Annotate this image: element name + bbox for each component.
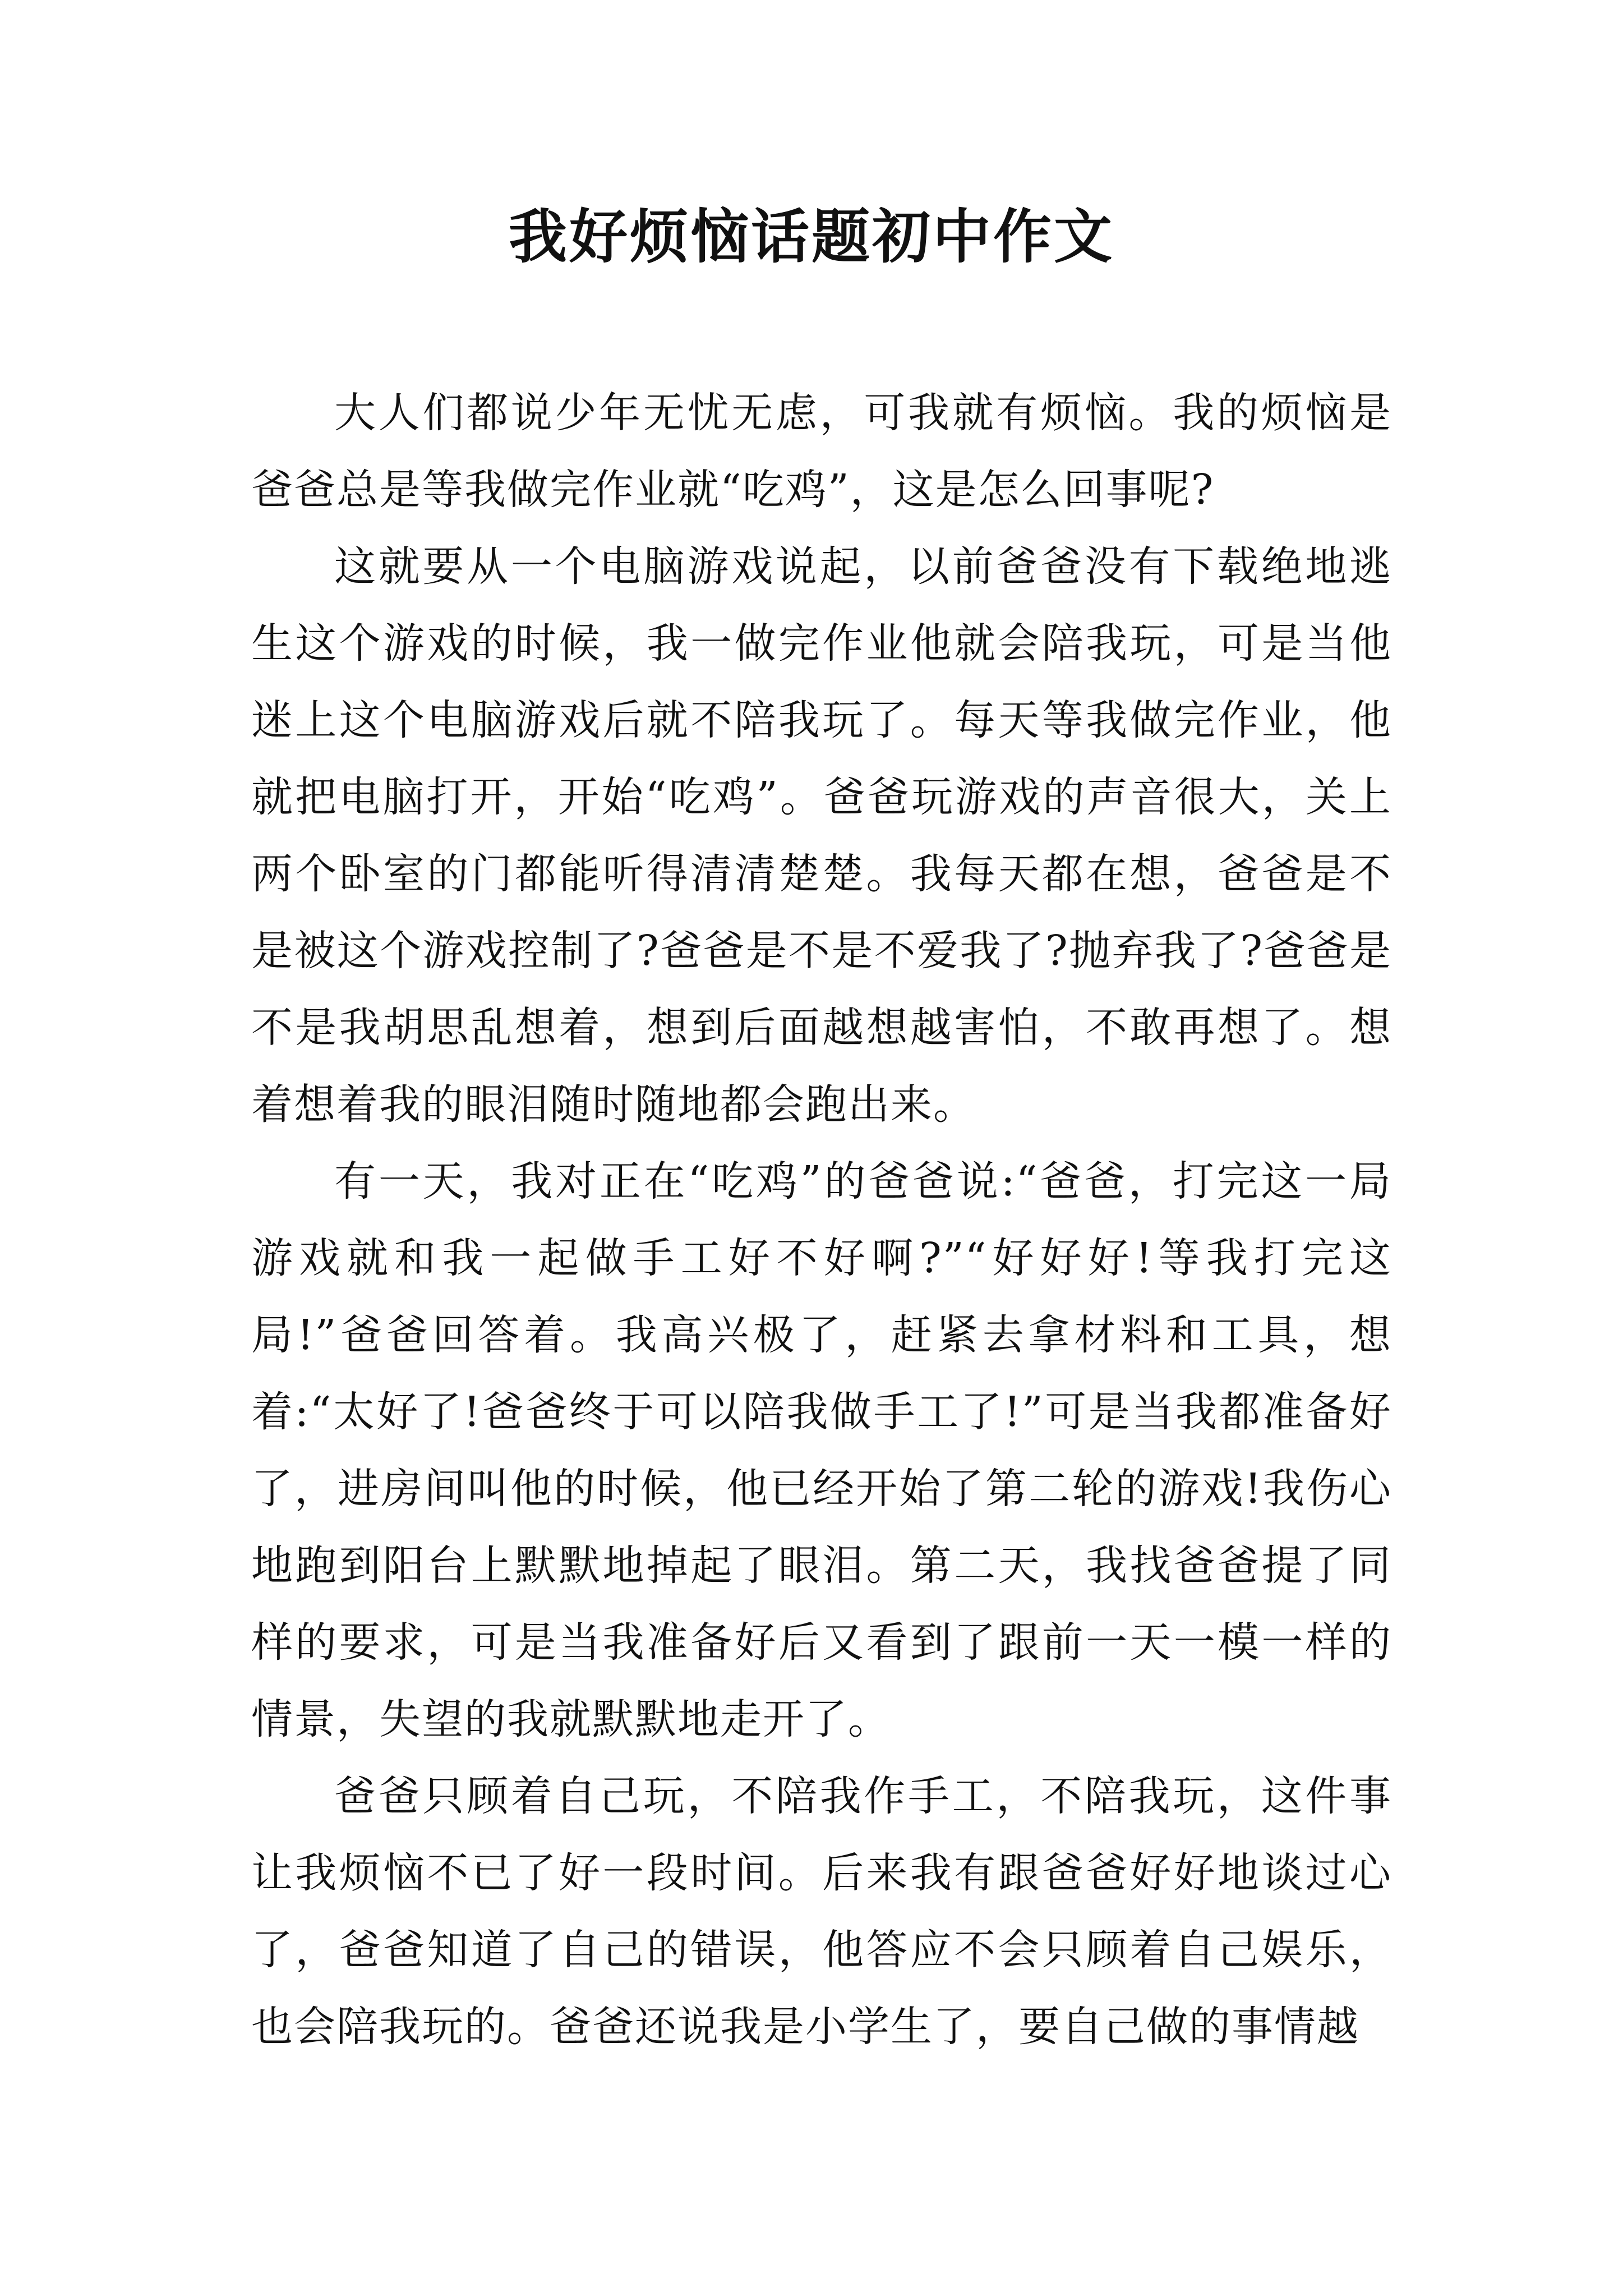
paragraph: 大人们都说少年无忧无虑，可我就有烦恼。我的烦恼是爸爸总是等我做完作业就“吃鸡”，这是怎么回事呢? [251, 389, 1392, 514]
essay-body [251, 375, 1392, 2065]
document-title: 我好烦恼话题初中作文 [508, 202, 1114, 271]
paragraph: 有一天，我对正在“吃鸡”的爸爸说:“爸爸，打完这一局游戏就和我一起做手工好不好啊?”“好好好!等我打完这局!”爸爸回答着。我高兴极了，赶紧去拿材料和工具，想着:“太好了!爸爸终于可以陪我做手工了!”可是当我都准备好了，进房间叫他的时候，他已经开始了第二轮的游戏!我伤心地跑到阳台上默默地掉起了眼泪。第二天，我找爸爸提了同样的要求，可是当我准备好后又看到了跟前一天一模一样的情景，失望的我就默默地走开了。 [251, 1157, 1392, 1743]
paragraph: 这就要从一个电脑游戏说起，以前爸爸没有下载绝地逃生这个游戏的时候，我一做完作业他就会陪我玩，可是当他迷上这个电脑游戏后就不陪我玩了。每天等我做完作业，他就把电脑打开，开始“吃鸡”。爸爸玩游戏的声音很大，关上两个卧室的门都能听得清清楚楚。我每天都在想，爸爸是不是被这个游戏控制了?爸爸是不是不爱我了?抛弃我了?爸爸是不是我胡思乱想着，想到后面越想越害怕，不敢再想了。想着想着我的眼泪随时随地都会跑出来。 [251, 542, 1392, 1129]
paragraph: 爸爸只顾着自己玩，不陪我作手工，不陪我玩，这件事让我烦恼不已了好一段时间。后来我有跟爸爸好好地谈过心了，爸爸知道了自己的错误，他答应不会只顾着自己娱乐，也会陪我玩的。爸爸还说我是小学生了，要自己做的事情越 [251, 1772, 1392, 2051]
